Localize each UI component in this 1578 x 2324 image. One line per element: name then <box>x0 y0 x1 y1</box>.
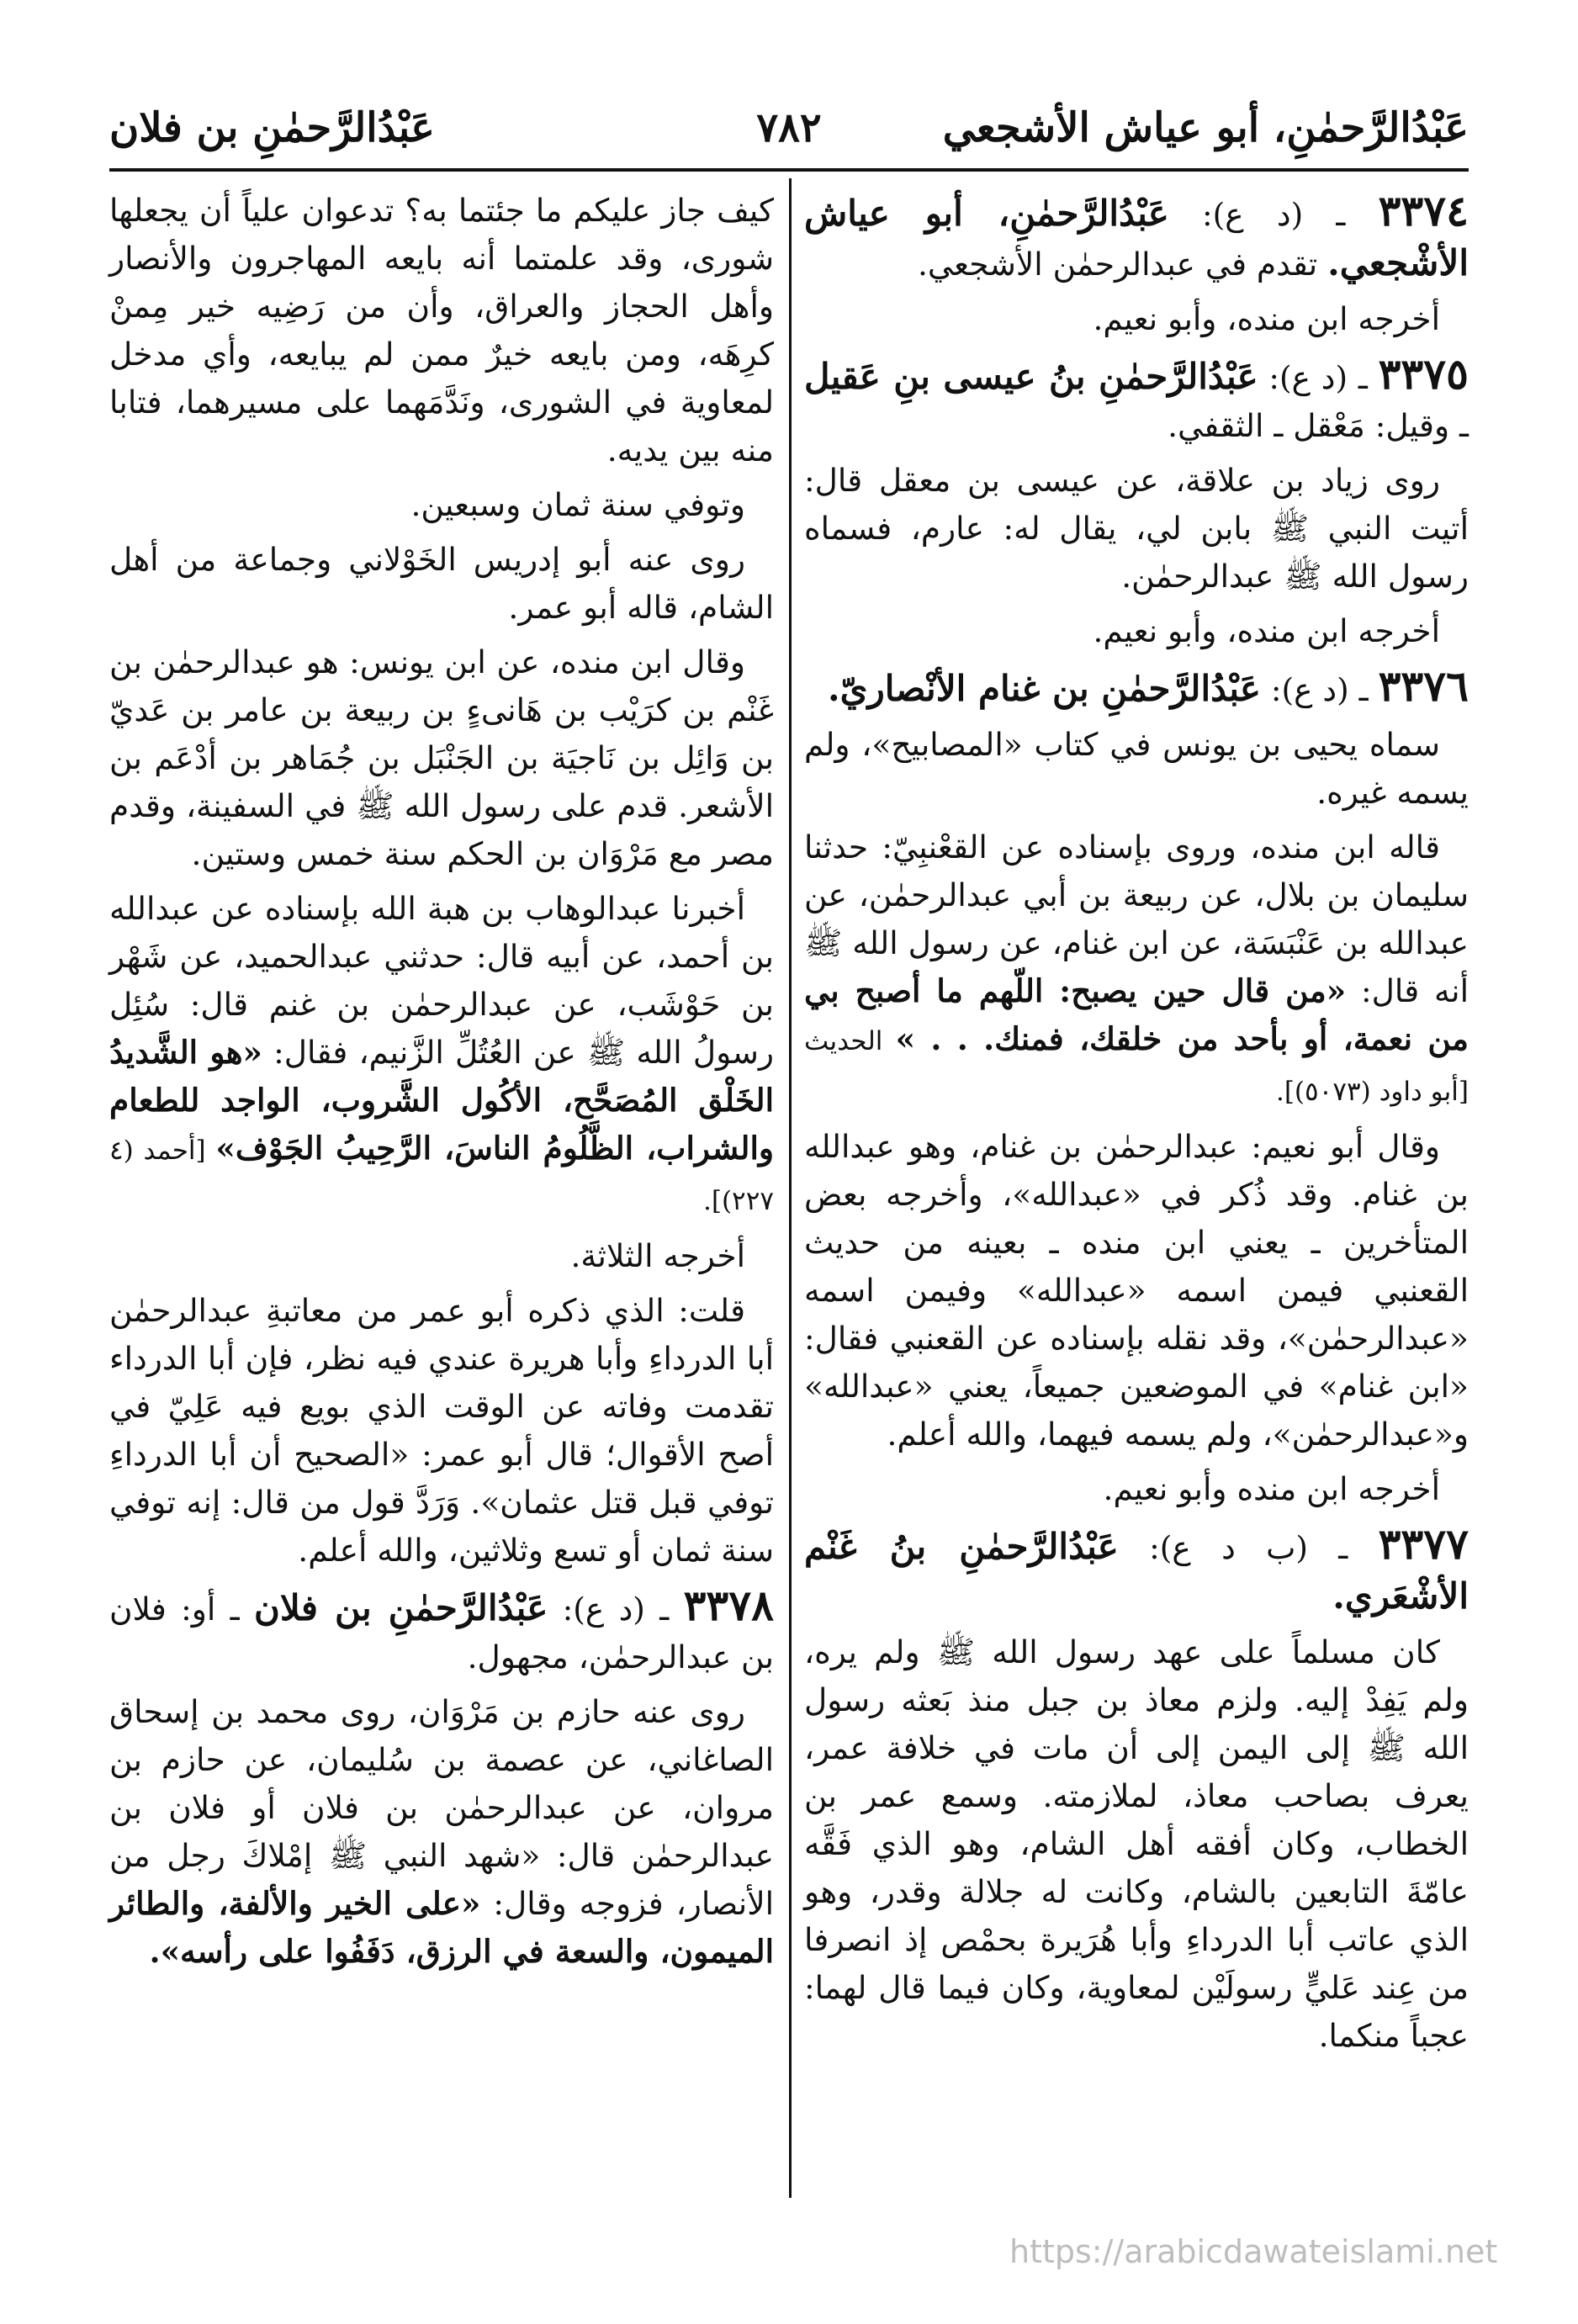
header-right-title: عَبْدُالرَّحمٰنِ، أبو عياش الأشجعي <box>942 104 1469 151</box>
entry-3374-heading <box>804 187 1469 289</box>
paragraph <box>804 823 1469 1116</box>
hadith-quote: «من قال حين يصبح: اللّهم ما أصبح بي من نعمة، أو بأحد من خلقك، فمنك. . . » <box>804 972 1469 1057</box>
watermark-url: https://arabicdawateislami.net <box>1009 2233 1498 2270</box>
entry-rest: ـ أو: فلان بن عبدالرحمٰن، مجهول. <box>109 1591 774 1676</box>
paragraph: أخرجه ابن منده، وأبو نعيم. <box>1093 300 1440 337</box>
entry-rest: تقدم في عبدالرحمٰن الأشجعي. <box>917 246 1328 283</box>
entry-tag: ـ (ب د ع): <box>1118 1529 1379 1566</box>
paragraph: أخرجه ابن منده، وأبو نعيم. <box>1093 612 1440 649</box>
left-column <box>109 187 774 1983</box>
column-divider <box>789 178 792 2198</box>
entry-tag: ـ (د ع): <box>1260 671 1379 708</box>
paragraph: قلت: الذي ذكره أبو عمر من معاتبةِ عبدالرحمٰن أبا الدرداءِ وأبا هريرة عندي فيه نظر، فإن أبا الدرداء تقدمت وفاته عن الوقت الذي بويع فيه عَلِيّ في أصح الأقوال؛ قال أبو عمر: «الصحيح أن أبا الدرداءِ توفي قبل قتل عثمان». وَرَدَّ قول من قال: إنه توفي سنة ثمان أو تسع وثلاثين، والله أعلم. <box>109 1292 774 1569</box>
entry-number: ٣٣٧٥ <box>1378 349 1469 399</box>
paragraph: أخرجه ابن منده وأبو نعيم. <box>1103 1470 1440 1507</box>
citation: الحديث [أبو داود (٥٠٧٣)]. <box>804 1026 1469 1107</box>
hadith-quote: «هو الشَّديدُ الخَلْق المُصَحَّح، الأكُول الشَّروب، الواجد للطعام والشراب، الظَّلُومُ الناسَ، الرَّحِيبُ الجَوْف» <box>109 1034 775 1167</box>
entry-tag: ـ (د ع): <box>1168 196 1379 233</box>
header-rule <box>109 168 1469 172</box>
paragraph: سماه يحيى بن يونس في كتاب «المصابيح»، ولم يسمه غيره. <box>804 726 1469 811</box>
paragraph: كان مسلماً على عهد رسول الله ﷺ ولم يره، ولم يَفِدْ إليه. ولزم معاذ بن جبل منذ بَعثه رسول الله ﷺ إلى اليمن إلى أن مات في خلافة عمر، يعرف بصاحب معاذ، لملازمته. وسمع عمر بن الخطاب، وكان أفقه أهل الشام، وهو الذي فَقَّه عامّةَ التابعين بالشام، وكانت له جلالة وقدر، وهو الذي عاتب أبا الدرداءِ وأبا هُرَيرة بحمْص إذ انصرفا من عِند عَليٍّ رسولَيْن لمعاوية، وكان فيما قال لهما: عجباً منكما. <box>804 1633 1469 2054</box>
entry-number: ٣٣٧٧ <box>1378 1519 1469 1569</box>
entry-tag: ـ (د ع): <box>1258 359 1379 396</box>
paragraph: وتوفي سنة ثمان وسبعين. <box>410 486 745 523</box>
entry-name: عَبْدُالرَّحمٰنِ بنُ عيسى بنِ عَقيل <box>804 356 1258 397</box>
text: روى عنه حازم بن مَرْوَان، روى محمد بن إسحاق الصاغاني، عن عصمة بن سُليمان، عن حازم بن مروان، عن عبدالرحمٰن بن فلان أو فلان بن عبدالرحمٰن قال: «شهد النبي ﷺ إمْلاكَ رجل من الأنصار، فزوجه وقال: <box>109 1693 775 1922</box>
page-number: ٧٨٢ <box>756 104 822 151</box>
running-header <box>109 94 1469 161</box>
paragraph: كيف جاز عليكم ما جئتما به؟ تدعوان علياً أن يجعلها شورى، وقد علمتما أنه بايعه المهاجرون والأنصار وأهل الحجاز والعراق، وأن من رَضِيه خير مِمنْ كرِهَه، ومن بايعه خيرٌ ممن لم يبايعه، وأي مدخل لمعاوية في الشورى، ونَدَّمَهما على مسيرهما، فتابا منه بين يديه. <box>109 192 774 469</box>
citation: [أحمد (٤ ٢٢٧)]. <box>109 1136 774 1216</box>
paragraph: روى زياد بن علاقة، عن عيسى بن معقل قال: أتيت النبي ﷺ بابن لي، يقال له: عارم، فسماه رسول الله ﷺ عبدالرحمٰن. <box>804 462 1469 595</box>
entry-3377-heading <box>804 1520 1469 1622</box>
header-left-title: عَبْدُالرَّحمٰنِ بن فلان <box>109 104 435 151</box>
paragraph: أخرجه الثلاثة. <box>570 1237 745 1274</box>
entry-name: عَبْدُالرَّحمٰنِ بنُ غَنْم الأشْعَري. <box>804 1526 1469 1617</box>
paragraph <box>109 1688 774 1976</box>
entry-rest: ـ وقيل: مَعْقل ـ الثقفي. <box>1168 407 1469 444</box>
entry-number: ٣٣٧٦ <box>1378 661 1469 711</box>
text: أخبرنا عبدالوهاب بن هبة الله بإسناده عن عبدالله بن أحمد، عن أبيه قال: حدثني عبدالحميد، عن شَهْر بن حَوْشَب، عن عبدالرحمٰن بن غنم قال: سُئِل رسولُ الله ﷺ عن العُتُلِّ الزَّنيم، فقال: <box>109 890 774 1071</box>
entry-name: عَبْدُالرَّحمٰنِ، أبو عياش الأشْجعي. <box>804 193 1469 283</box>
paragraph: روى عنه أبو إدريس الخَوْلاني وجماعة من أهل الشام، قاله أبو عمر. <box>109 541 774 626</box>
entry-name: عَبْدُالرَّحمٰنِ بن غنام الأنْصاريّ. <box>828 668 1261 709</box>
entry-3375-heading <box>804 350 1469 450</box>
entry-number: ٣٣٧٨ <box>683 1580 774 1630</box>
paragraph <box>109 885 774 1226</box>
right-column <box>804 187 1469 2067</box>
entry-number: ٣٣٧٤ <box>1378 186 1469 236</box>
paragraph: وقال ابن منده، عن ابن يونس: هو عبدالرحمٰن بن غَنْم بن كرَيْب بن هَانىءٍ بن ربيعة بن عامر بن عَديّ بن وَائِل بن نَاجيَة بن الجَنْبَل بن جُمَاهر بن أدْعَم بن الأشعر. قدم على رسول الله ﷺ في السفينة، وقدم مصر مع مَرْوَان بن الحكم سنة خمس وستين. <box>109 643 774 872</box>
text: قاله ابن منده، وروى بإسناده عن القعْنبِيّ: حدثنا سليمان بن بلال، عن ربيعة بن أبي عبدالرحمٰن، عن عبدالله بن عَنْبَسَة، عن ابن غنام، عن رسول الله ﷺ أنه قال: <box>804 828 1469 1009</box>
paragraph: وقال أبو نعيم: عبدالرحمٰن بن غنام، وهو عبدالله بن غنام. وقد ذُكر في «عبدالله»، وأخرجه بعض المتأخرين ـ يعني ابن منده ـ بعينه من حديث القعنبي فيمن اسمه «عبدالله» وفيمن اسمه «عبدالرحمٰن»، وقد نقله بإسناده عن القعنبي فقال: «ابن غنام» في الموضعين جميعاً، يعني «عبدالله» و«عبدالرحمٰن»، ولم يسمه فيهما، والله أعلم. <box>804 1128 1469 1453</box>
entry-name: عَبْدُالرَّحمٰنِ بن فلان <box>253 1587 548 1628</box>
hadith-quote: «على الخير والألفة، والطائر الميمون، والسعة في الرزق، دَفَفُوا على رأسه». <box>109 1885 774 1970</box>
entry-3378-heading <box>109 1581 774 1681</box>
entry-tag: ـ (د ع): <box>548 1591 684 1628</box>
entry-3376-heading <box>804 662 1469 714</box>
